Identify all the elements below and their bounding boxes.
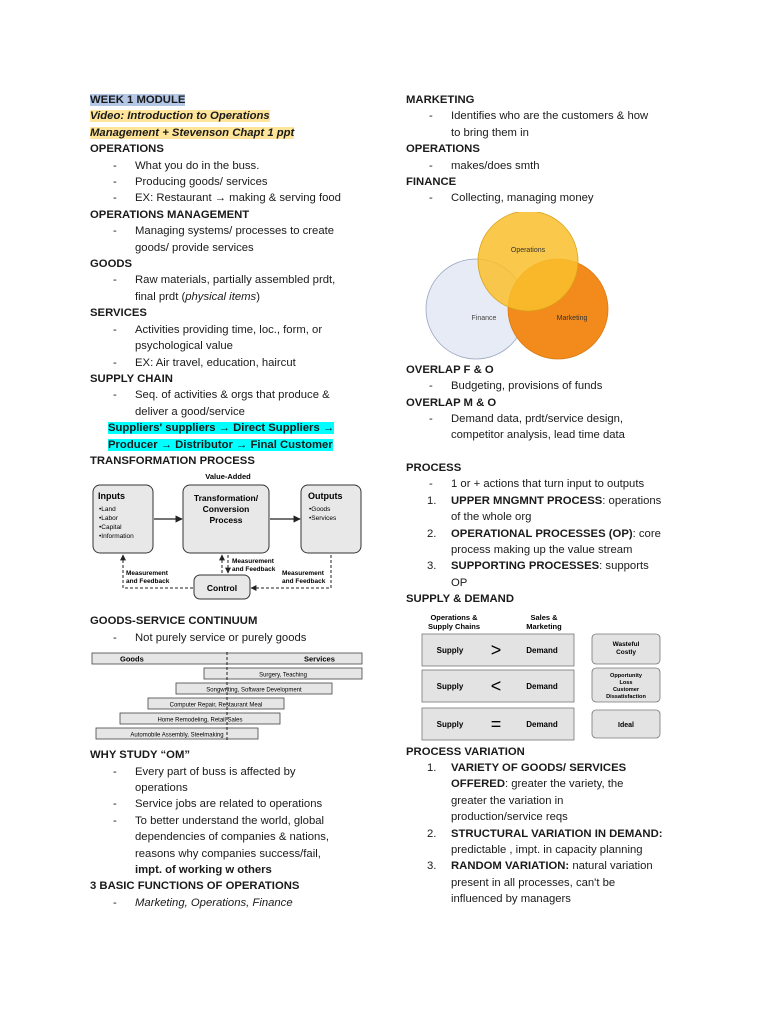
left-column (90, 92, 368, 911)
goods-label: Goods (120, 654, 144, 664)
comparison-sign: < (490, 675, 502, 696)
input-item: •Labor (99, 515, 118, 523)
list-item: - Demand data, prdt/service design, competitor analysis, lead time data (406, 411, 696, 444)
feedback-label: Measurement (126, 570, 168, 578)
list-item: - Managing systems/ processes to create goods/ provide services (90, 223, 368, 256)
continuum-bar-label: Automobile Assembly, Steelmaking (130, 732, 224, 739)
finance-heading: FINANCE (406, 176, 457, 189)
value-added-label: Value-Added (205, 472, 251, 482)
sd-column-header: Sales & (530, 612, 558, 622)
list-item: 1. UPPER MNGMNT PROCESS: operations of the whole org (406, 493, 696, 526)
supply-chain-sequence: Suppliers' suppliers → Direct Suppliers → Producer → Distributor → Final Customer (108, 422, 335, 451)
supply-demand-diagram (406, 610, 666, 742)
services-heading: SERVICES (90, 307, 147, 320)
venn-operations-label: Operations (510, 246, 546, 254)
venn-finance-label: Finance (471, 314, 497, 322)
sd-column-header: Supply Chains (427, 621, 481, 631)
continuum-bar-label: Surgery, Teaching (259, 672, 307, 679)
why-om-heading: WHY STUDY “OM” (90, 749, 191, 762)
overlap-fo-list (406, 378, 696, 394)
supply-label: Supply (436, 645, 464, 655)
comparison-sign: = (490, 713, 502, 734)
feedback-label: and Feedback (126, 578, 170, 586)
goods-list (90, 272, 368, 305)
list-item: - 1 or + actions that turn input to outputs (406, 476, 696, 492)
list-item: 2. STRUCTURAL VARIATION IN DEMAND: predictable , impt. in capacity planning (406, 826, 696, 859)
supply-label: Supply (436, 719, 464, 729)
om-list (90, 223, 368, 256)
control-label: Control (206, 583, 238, 594)
week-title: WEEK 1 MODULE (90, 94, 186, 106)
list-item: - To better understand the world, global dependencies of companies & nations, reasons why companies success/fail, impt. of working w others (90, 813, 368, 879)
marketing-list (406, 108, 696, 141)
list-item: - Raw materials, partially assembled prdt, final prdt (physical items) (90, 272, 368, 305)
sd-column-header: Marketing (526, 621, 562, 631)
continuum-bar-label: Songwriting, Software Development (206, 687, 302, 694)
operations-list (406, 158, 696, 174)
sd-result-label: Ideal (618, 721, 634, 729)
operations-heading: OPERATIONS (406, 143, 480, 156)
transform-label: Conversion (202, 504, 250, 515)
basic-functions-heading: 3 BASIC FUNCTIONS OF OPERATIONS (90, 880, 300, 893)
list-item: - Marketing, Operations, Finance (90, 895, 368, 911)
sd-result-label: Dissatisfaction (606, 693, 646, 700)
transform-label: Process (209, 515, 243, 526)
list-item: - What you do in the buss. (90, 158, 368, 174)
process-variation-heading: PROCESS VARIATION (406, 745, 525, 758)
feedback-label: and Feedback (232, 566, 276, 574)
list-item: - Identifies who are the customers & how to bring them in (406, 108, 696, 141)
marketing-heading: MARKETING (406, 94, 475, 106)
services-label: Services (304, 654, 335, 664)
continuum-diagram (90, 651, 364, 741)
process-variation-list (406, 760, 696, 908)
venn-operations-circle (478, 212, 578, 311)
supply-chain-heading: SUPPLY CHAIN (90, 372, 173, 385)
input-item: •Information (99, 533, 134, 541)
basic-functions-list (90, 895, 368, 911)
supply-label: Supply (436, 681, 464, 691)
continuum-list (90, 630, 368, 646)
continuum-bar-label: Home Remodeling, Retail Sales (157, 717, 243, 724)
operations-list (90, 158, 368, 207)
finance-list (406, 190, 696, 206)
inputs-title: Inputs (98, 491, 125, 502)
demand-label: Demand (526, 645, 558, 655)
input-item: •Land (99, 506, 116, 514)
om-heading: OPERATIONS MANAGEMENT (90, 208, 250, 221)
list-item: - Not purely service or purely goods (90, 630, 368, 646)
services-list (90, 322, 368, 371)
supply-chain-list (90, 387, 368, 420)
continuum-bar-label: Computer Repair, Restaurant Meal (169, 702, 263, 709)
demand-label: Demand (526, 719, 558, 729)
list-item: 2. OPERATIONAL PROCESSES (OP): core process making up the value stream (406, 526, 696, 559)
list-item: - Activities providing time, loc., form, or psychological value (90, 322, 368, 355)
feedback-label: Measurement (282, 570, 324, 578)
video-title-line-1: Video: Introduction to Operations (90, 110, 270, 123)
list-item: - Every part of buss is affected by operations (90, 764, 368, 797)
demand-label: Demand (526, 681, 558, 691)
list-item: 3. SUPPORTING PROCESSES: supports OP (406, 558, 696, 591)
list-item: - EX: Air travel, education, haircut (90, 355, 368, 371)
transformation-diagram (90, 469, 364, 603)
list-item: - Collecting, managing money (406, 190, 696, 206)
list-item: 1. VARIETY OF GOODS/ SERVICES OFFERED: greater the variety, the greater the variation in production/service reqs (406, 760, 696, 826)
continuum-heading: GOODS-SERVICE CONTINUUM (90, 615, 258, 628)
why-om-list (90, 764, 368, 879)
feedback-label: Measurement (232, 558, 274, 566)
overlap-fo-heading: OVERLAP F & O (406, 363, 494, 376)
venn-marketing-label: Marketing (556, 314, 588, 322)
goods-heading: GOODS (90, 258, 133, 271)
sd-result-label: Opportunity (609, 672, 643, 679)
list-item: - Producing goods/ services (90, 174, 368, 190)
supply-demand-heading: SUPPLY & DEMAND (406, 593, 514, 606)
output-item: •Goods (309, 506, 331, 514)
list-item: - Seq. of activities & orgs that produce & deliver a good/service (90, 387, 368, 420)
output-item: •Services (309, 515, 337, 523)
operations-heading: OPERATIONS (90, 143, 164, 156)
comparison-sign: > (490, 639, 502, 660)
list-item: - Budgeting, provisions of funds (406, 378, 696, 394)
overlap-mo-list (406, 411, 696, 444)
sd-result-label: Costly (616, 648, 636, 656)
right-column (406, 92, 696, 908)
overlap-mo-heading: OVERLAP M & O (406, 396, 497, 409)
process-list (406, 476, 696, 492)
list-item: - EX: Restaurant → making & serving food (90, 190, 368, 206)
transformation-heading: TRANSFORMATION PROCESS (90, 454, 255, 467)
process-types-list (406, 493, 696, 591)
sd-result-label: Wasteful (612, 640, 640, 648)
process-heading: PROCESS (406, 461, 462, 474)
sd-result-label: Customer (612, 686, 640, 693)
transform-label: Transformation/ (193, 493, 259, 504)
sd-result-label: Loss (619, 679, 633, 686)
list-item: - Service jobs are related to operations (90, 796, 368, 812)
list-item: 3. RANDOM VARIATION: natural variation present in all processes, can't be influenced by managers (406, 858, 696, 907)
sd-column-header: Operations & (430, 612, 478, 622)
venn-diagram (406, 212, 696, 362)
outputs-title: Outputs (308, 491, 343, 502)
video-title-line-2: Management + Stevenson Chapt 1 ppt (90, 126, 295, 139)
input-item: •Capital (99, 524, 122, 532)
feedback-label: and Feedback (282, 578, 326, 586)
list-item: - makes/does smth (406, 158, 696, 174)
